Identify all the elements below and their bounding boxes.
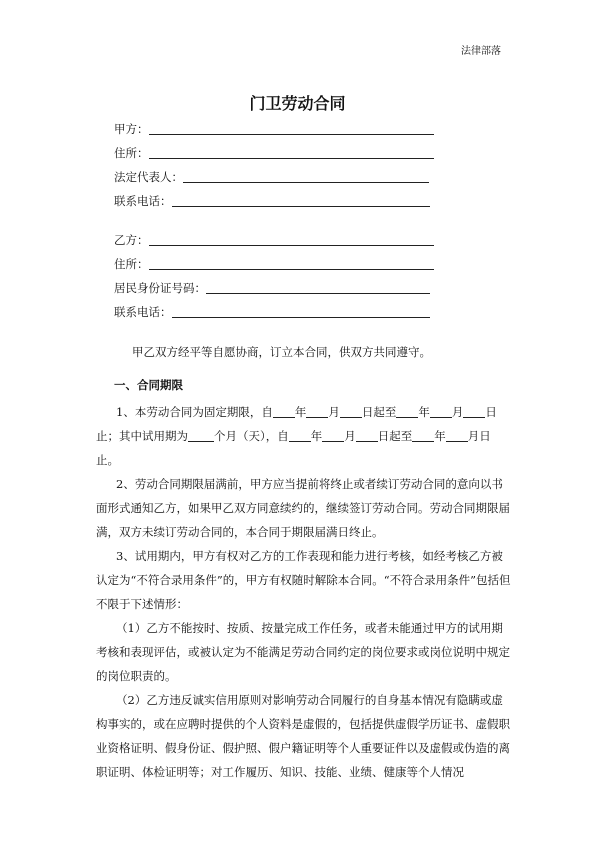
- party-b-name-label: 乙方：: [114, 233, 149, 247]
- party-b-address-line: [149, 256, 434, 270]
- header-org: 法律部落: [461, 46, 501, 57]
- party-a-name-label: 甲方：: [114, 122, 149, 136]
- party-a-rep-label: 法定代表人：: [114, 170, 183, 184]
- party-b-phone-line: [172, 304, 430, 318]
- party-b-id-label: 居民身份证号码：: [114, 281, 206, 295]
- section-1-body: [96, 400, 511, 784]
- clause-3-item-2: （2）乙方违反诚实信用原则对影响劳动合同履行的自身基本情况有隐瞒或虚构事实的，或在应聘时提供的个人资料是虚假的，包括提供虚假学历证书、虚假职业资格证明、假身份证、假护照、假户籍证明等个人重要证件以及虚假或伪造的离职证明、体检证明等；对工作履历、知识、技能、业绩、健康等个人情况: [96, 693, 510, 779]
- party-a-address-row: [114, 145, 434, 161]
- clause-3: 3、试用期内，甲方有权对乙方的工作表现和能力进行考核，如经考核乙方被认定为“不符合录用条件”的，甲方有权随时解除本合同。“不符合录用条件”包括但不限于下述情形：: [96, 549, 511, 611]
- party-a-name-line: [149, 121, 434, 135]
- party-a-rep-row: [114, 169, 429, 185]
- intro-text: 甲乙双方经平等自愿协商，订立本合同，供双方共同遵守。: [132, 345, 431, 359]
- party-b-address-label: 住所：: [114, 257, 149, 271]
- party-a-phone-line: [172, 193, 430, 207]
- party-a-address-label: 住所：: [114, 146, 149, 160]
- party-a-name-row: [114, 121, 434, 137]
- clause-3-item-1: （1）乙方不能按时、按质、按量完成工作任务，或者未能通过甲方的试用期考核和表现评估，或被认定为不能满足劳动合同约定的岗位要求或岗位说明中规定的岗位职责的。: [96, 621, 510, 683]
- party-a-address-line: [149, 145, 434, 159]
- party-b-phone-label: 联系电话：: [114, 305, 172, 319]
- party-b-id-line: [206, 280, 430, 294]
- party-a-phone-row: [114, 193, 430, 209]
- clause-2: 2、劳动合同期限届满前，甲方应当提前将终止或者续订劳动合同的意向以书面形式通知乙方，如果甲乙双方同意续约的，继续签订劳动合同。劳动合同期限届满，双方未续订劳动合同的，本合同于期限届满日终止。: [96, 477, 510, 539]
- section-1-heading: 一、合同期限: [114, 378, 183, 392]
- clause-1: 1、本劳动合同为固定期限，自 年 月 日起至 年 月 日止；其中试用期为 个月（天），自 年 月 日起至 年 月日止。: [96, 405, 497, 467]
- document-title: 门卫劳动合同: [249, 94, 346, 113]
- party-b-name-line: [149, 232, 434, 246]
- party-a-phone-label: 联系电话：: [114, 194, 172, 208]
- party-b-name-row: [114, 232, 434, 248]
- party-b-phone-row: [114, 304, 430, 320]
- party-a-rep-line: [183, 169, 429, 183]
- party-b-address-row: [114, 256, 434, 272]
- party-b-id-row: [114, 280, 430, 296]
